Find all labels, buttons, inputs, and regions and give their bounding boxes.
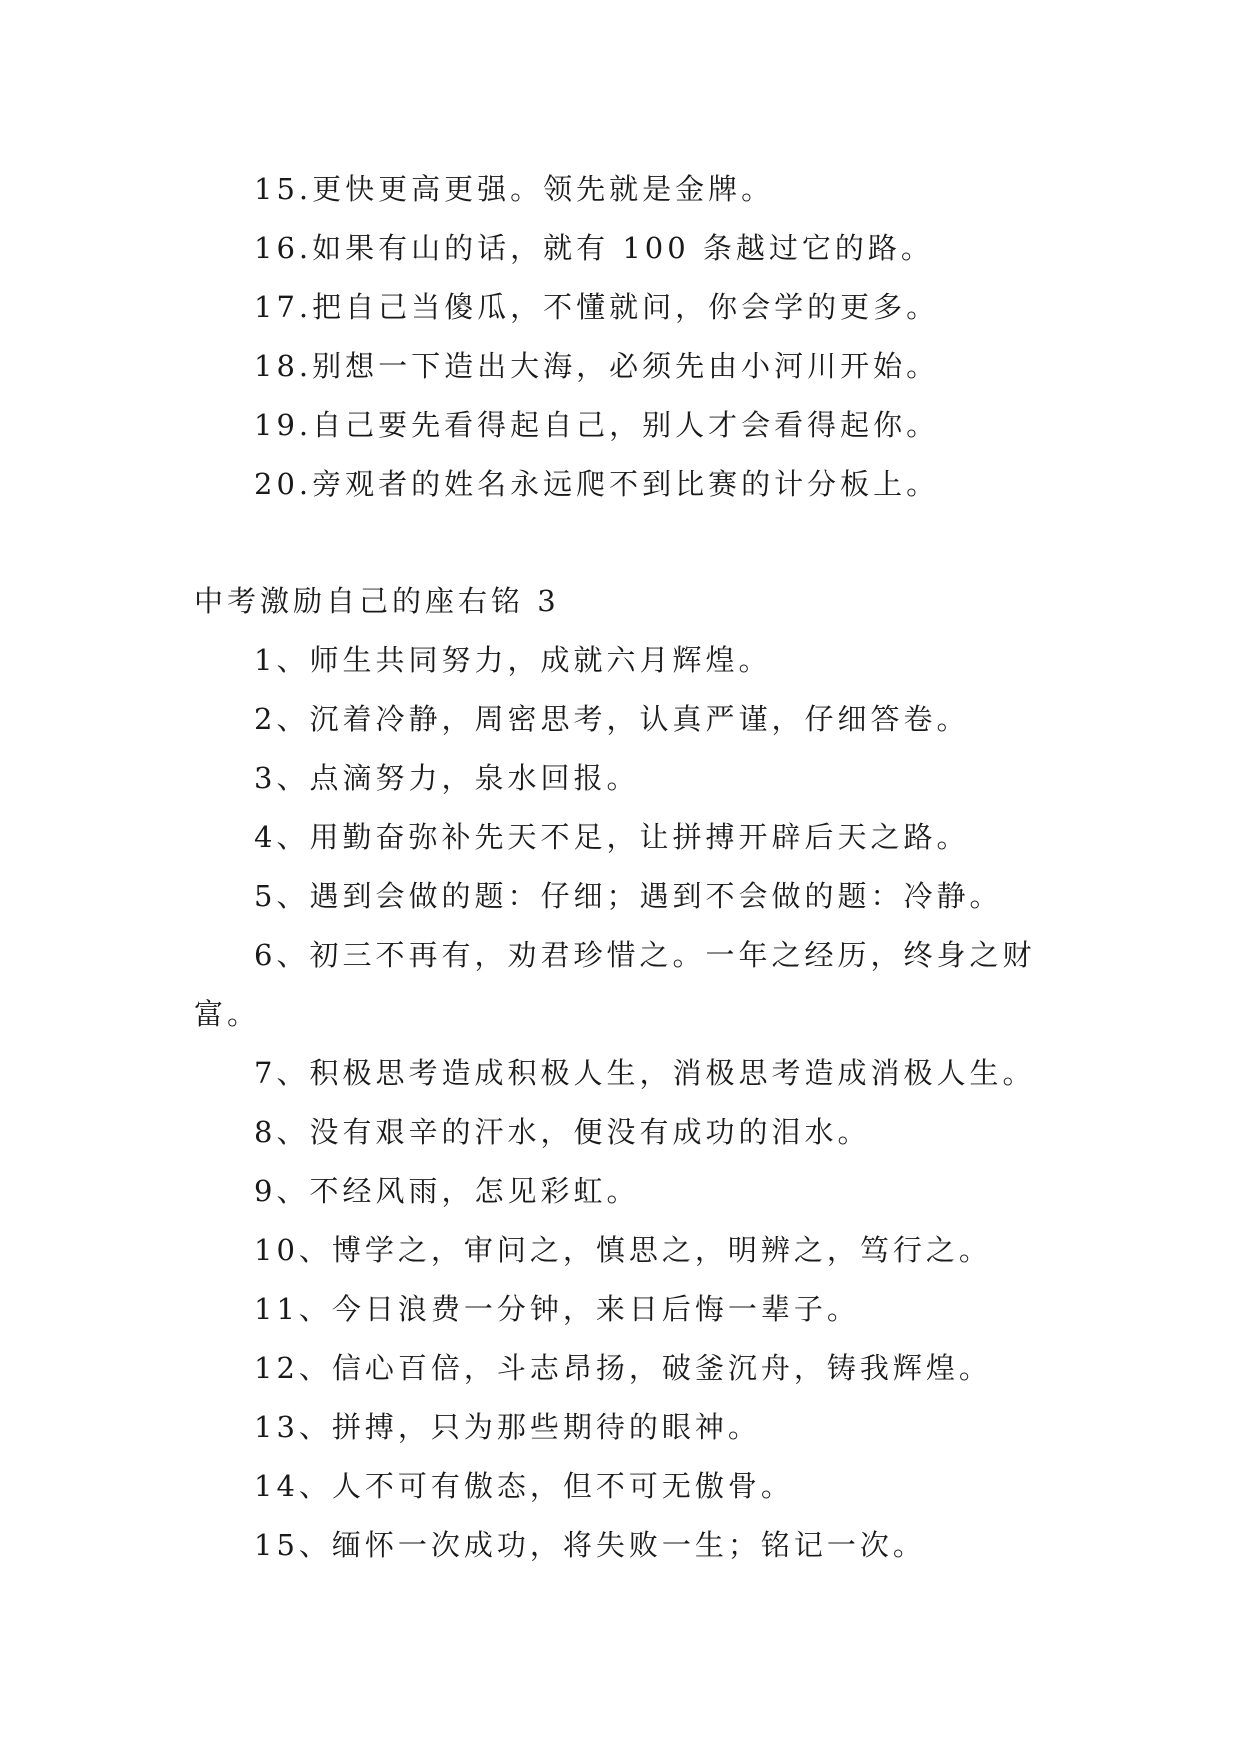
list-item: 11、今日浪费一分钟，来日后悔一辈子。	[254, 1292, 860, 1326]
list-item: 19.自己要先看得起自己，别人才会看得起你。	[254, 408, 940, 442]
list-item: 15.更快更高更强。领先就是金牌。	[254, 172, 775, 206]
list-item: 15、缅怀一次成功，将失败一生；铭记一次。	[254, 1528, 926, 1562]
list-item-continuation: 富。	[194, 997, 261, 1031]
motto-list-continued	[194, 160, 1064, 514]
list-item: 18.别想一下造出大海，必须先由小河川开始。	[254, 349, 940, 383]
list-item: 12、信心百倍，斗志昂扬，破釜沉舟，铸我辉煌。	[254, 1351, 992, 1385]
list-item: 14、人不可有傲态，但不可无傲骨。	[254, 1469, 794, 1503]
list-item: 7、积极思考造成积极人生，消极思考造成消极人生。	[254, 1056, 1036, 1090]
list-item: 8、没有艰辛的汗水，便没有成功的泪水。	[254, 1115, 871, 1149]
list-item: 16.如果有山的话，就有 100 条越过它的路。	[254, 231, 934, 265]
list-item: 6、初三不再有，劝君珍惜之。一年之经历，终身之财	[254, 938, 1036, 972]
list-item: 9、不经风雨，怎见彩虹。	[254, 1174, 640, 1208]
list-item: 10、博学之，审问之，慎思之，明辨之，笃行之。	[254, 1233, 992, 1267]
list-item: 1、师生共同努力，成就六月辉煌。	[254, 643, 772, 677]
list-item: 3、点滴努力，泉水回报。	[254, 761, 640, 795]
list-item: 2、沉着冷静，周密思考，认真严谨，仔细答卷。	[254, 702, 970, 736]
list-item: 5、遇到会做的题：仔细；遇到不会做的题：冷静。	[254, 879, 1003, 913]
list-item: 4、用勤奋弥补先天不足，让拼搏开辟后天之路。	[254, 820, 970, 854]
list-item: 17.把自己当傻瓜，不懂就问，你会学的更多。	[254, 290, 940, 324]
list-item: 13、拼搏，只为那些期待的眼神。	[254, 1410, 761, 1444]
motto-section-3	[194, 572, 1064, 1575]
section-heading: 中考激励自己的座右铭 3	[194, 584, 560, 618]
list-item: 20.旁观者的姓名永远爬不到比赛的计分板上。	[254, 467, 940, 501]
